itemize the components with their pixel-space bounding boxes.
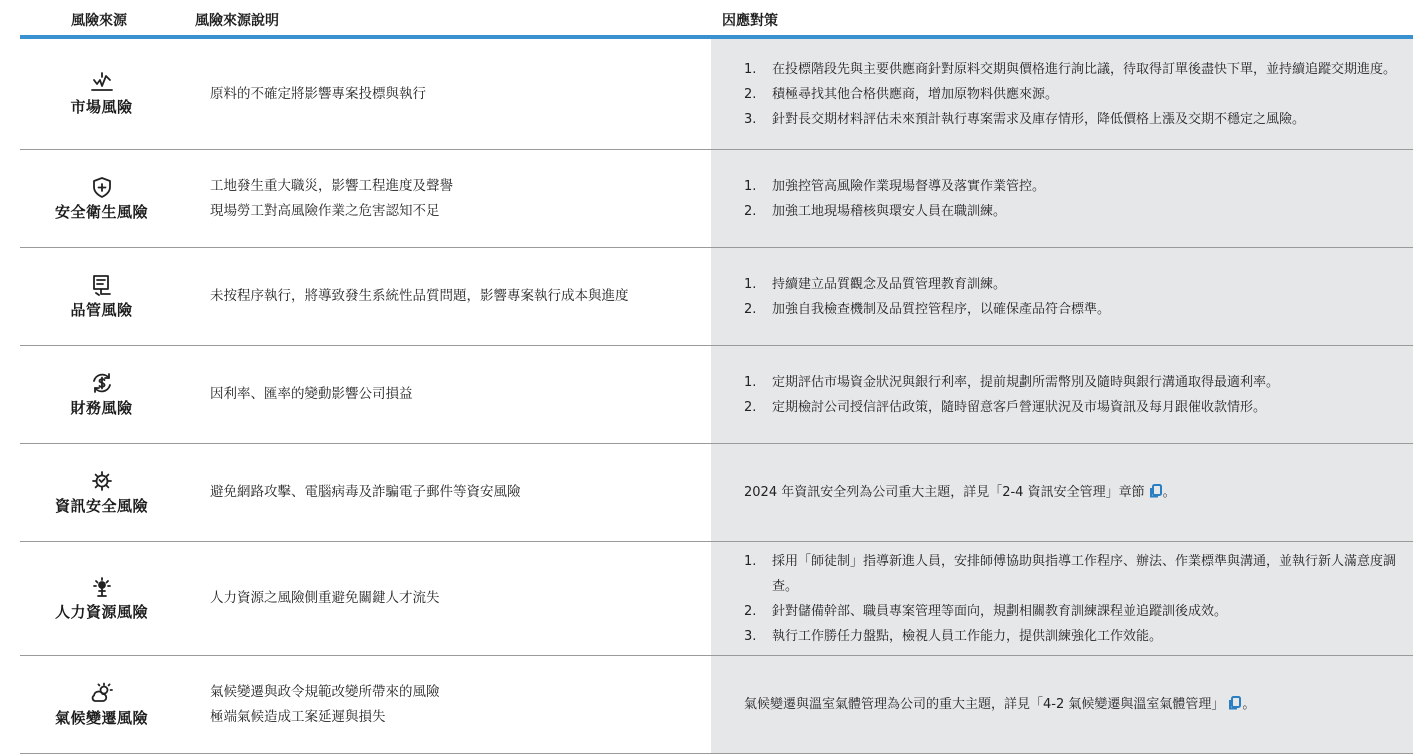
response-text-cell — [744, 656, 1399, 753]
risk-description — [210, 346, 690, 443]
list-item — [744, 174, 1399, 199]
response-paragraph — [744, 692, 1399, 717]
table-row — [20, 248, 1413, 346]
description-line: 極端氣候造成工案延遲與損失 — [210, 708, 386, 725]
risk-source-cell — [20, 444, 183, 541]
response-text: 氣候變遷與溫室氣體管理為公司的重大主題，詳見「4-2 氣候變遷與溫室氣體管理」 — [744, 697, 1225, 712]
virus-gear-icon — [90, 470, 114, 492]
item-text: 定期檢討公司授信評估政策，隨時留意客戶營運狀況及市場資訊及每月跟催收款情形。 — [772, 399, 1267, 415]
link-copy-icon[interactable] — [1149, 482, 1163, 496]
item-text: 針對長交期材料評估未來預計執行專案需求及庫存情形，降低價格上漲及交期不穩定之風險。 — [772, 111, 1306, 127]
response-tail: 。 — [1242, 697, 1256, 712]
response-list — [744, 150, 1399, 247]
item-text: 執行工作勝任力盤點，檢視人員工作能力，提供訓練強化工作效能。 — [772, 628, 1163, 644]
header-risk-description: 風險來源說明 — [195, 13, 279, 29]
list-item — [744, 272, 1399, 297]
list-item — [744, 107, 1399, 132]
response-text: 2024 年資訊安全列為公司重大主題，詳見「2-4 資訊安全管理」章節 — [744, 485, 1145, 500]
list-item — [744, 57, 1399, 82]
item-text: 持續建立品質觀念及品質管理教育訓練。 — [772, 276, 1007, 292]
item-text: 加強控管高風險作業現場督導及落實作業管控。 — [772, 178, 1046, 194]
description-line: 未按程序執行，將導致發生系統性品質問題，影響專案執行成本與進度 — [210, 288, 629, 304]
risk-description — [210, 39, 690, 149]
description-line: 人力資源之風險側重避免關鍵人才流失 — [210, 590, 440, 606]
item-number: 2. — [744, 86, 757, 102]
table-row — [20, 39, 1413, 150]
response-paragraph — [744, 480, 1399, 505]
description-line: 因利率、匯率的變動影響公司損益 — [210, 386, 413, 402]
item-number: 3. — [744, 628, 757, 644]
item-text: 採用「師徒制」指導新進人員，安排師傅協助與指導工作程序、辦法、作業標準與溝通，並執行新人滿意度調查。 — [772, 553, 1397, 594]
table-row — [20, 150, 1413, 248]
description-line: 原料的不確定將影響專案投標與執行 — [210, 85, 426, 102]
risk-name: 市場風險 — [70, 98, 133, 116]
item-text: 加強自我檢查機制及品質控管程序，以確保產品符合標準。 — [772, 301, 1111, 317]
header-risk-source: 風險來源 — [71, 13, 127, 29]
header-response: 因應對策 — [722, 13, 778, 29]
item-text: 在投標階段先與主要供應商針對原料交期與價格進行詢比議，待取得訂單後盡快下單，並持續追蹤交期進度。 — [772, 61, 1397, 77]
shield-plus-icon — [90, 176, 114, 198]
risk-source-cell — [20, 346, 183, 443]
risk-source-cell — [20, 656, 183, 753]
response-list — [744, 346, 1399, 443]
item-number: 1. — [744, 374, 757, 390]
item-number: 3. — [744, 111, 757, 127]
quality-checklist-icon — [90, 274, 114, 296]
description-line: 現場勞工對高風險作業之危害認知不足 — [210, 202, 440, 219]
response-list — [744, 542, 1399, 655]
list-item — [744, 549, 1399, 599]
response-list — [744, 39, 1399, 149]
risk-description — [210, 248, 690, 345]
risk-description — [210, 444, 690, 541]
item-number: 2. — [744, 301, 757, 317]
item-text: 定期評估市場資金狀況與銀行利率，提前規劃所需幣別及隨時與銀行溝通取得最適利率。 — [772, 374, 1280, 390]
market-trend-icon — [90, 71, 114, 93]
description-line: 氣候變遷與政令規範改變所帶來的風險 — [210, 683, 440, 700]
risk-name: 氣候變遷風險 — [54, 708, 148, 727]
list-item — [744, 370, 1399, 395]
risk-description — [210, 150, 690, 247]
table-row — [20, 444, 1413, 542]
risk-source-cell — [20, 248, 183, 345]
response-list — [744, 248, 1399, 345]
risk-name: 財務風險 — [70, 398, 133, 417]
item-number: 2. — [744, 203, 757, 219]
risk-source-cell — [20, 150, 183, 247]
item-number: 1. — [744, 178, 757, 194]
table-row — [20, 346, 1413, 444]
table-row — [20, 542, 1413, 656]
risk-name: 人力資源風險 — [54, 602, 148, 621]
risk-description — [210, 656, 690, 753]
link-copy-icon[interactable] — [1228, 694, 1242, 708]
description-line: 避免網路攻擊、電腦病毒及詐騙電子郵件等資安風險 — [210, 484, 521, 500]
item-number: 1. — [744, 276, 757, 292]
table-header — [0, 0, 1422, 36]
list-item — [744, 624, 1399, 649]
risk-source-cell — [20, 39, 183, 149]
table-row — [20, 656, 1413, 754]
currency-cycle-icon — [90, 372, 114, 394]
item-number: 1. — [744, 553, 757, 569]
response-text-cell — [744, 444, 1399, 541]
list-item — [744, 82, 1399, 107]
item-number: 2. — [744, 399, 757, 415]
list-item — [744, 199, 1399, 224]
list-item — [744, 599, 1399, 624]
response-tail: 。 — [1162, 485, 1176, 500]
risk-table-body — [20, 39, 1413, 754]
risk-description — [210, 542, 690, 655]
risk-source-cell — [20, 542, 183, 655]
item-number: 2. — [744, 603, 757, 619]
item-number: 1. — [744, 61, 757, 77]
risk-name: 資訊安全風險 — [54, 496, 148, 515]
description-line: 工地發生重大職災，影響工程進度及聲譽 — [210, 177, 453, 194]
item-text: 加強工地現場稽核與環安人員在職訓練。 — [772, 203, 1007, 219]
list-item — [744, 395, 1399, 420]
item-text: 針對儲備幹部、職員專案管理等面向，規劃相關教育訓練課程並追蹤訓後成效。 — [772, 603, 1228, 619]
weather-sun-cloud-icon — [90, 682, 114, 704]
risk-name: 品管風險 — [70, 300, 133, 319]
item-text: 積極尋找其他合格供應商，增加原物料供應來源。 — [772, 86, 1059, 102]
list-item — [744, 297, 1399, 322]
person-idea-icon — [90, 576, 114, 598]
risk-name: 安全衛生風險 — [54, 202, 148, 221]
